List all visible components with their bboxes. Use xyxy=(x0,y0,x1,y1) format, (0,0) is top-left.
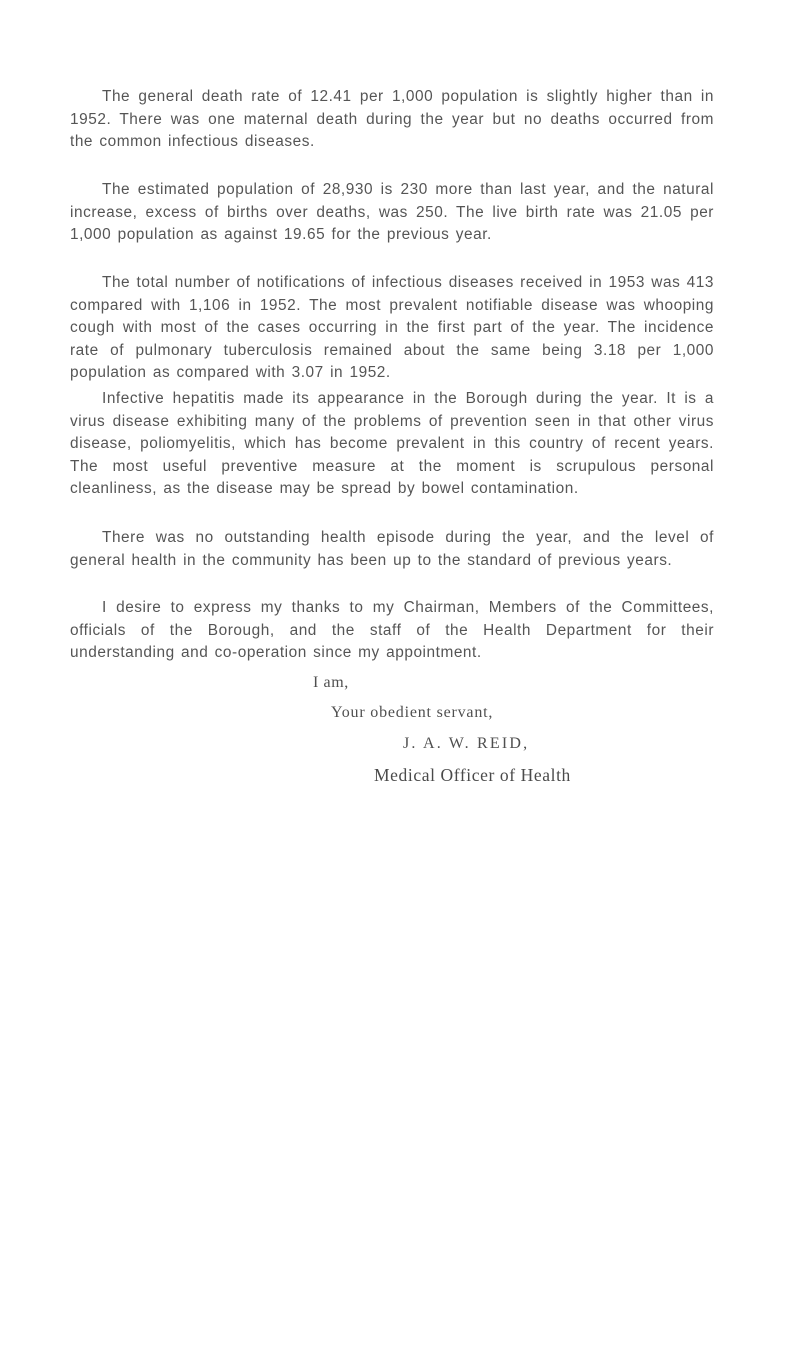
paragraph-thanks: I desire to express my thanks to my Chairman, Members of the Committees, officials of the Borough, and the staff of the Health Department for their understanding and co-operation since my appointment. xyxy=(70,599,714,662)
closing-salutation: I am, xyxy=(313,674,349,691)
paragraph-population: The estimated population of 28,930 is 230 more than last year, and the natural increase, excess of births over deaths, was 250. The live birth rate was 21.05 per 1,000 population as against 19.65 for the previous year. xyxy=(70,181,714,244)
paragraph-death-rate: The general death rate of 12.41 per 1,000 population is slightly higher than in 1952. There was one maternal death during the year but no deaths occurred from the common infectious diseases. xyxy=(70,88,714,151)
signature-name: J. A. W. REID, xyxy=(403,735,530,752)
signature-title: Medical Officer of Health xyxy=(374,765,571,785)
closing-servant: Your obedient servant, xyxy=(331,704,494,721)
paragraph-health-episode: There was no outstanding health episode during the year, and the level of general health in the community has been up to the standard of previous years. xyxy=(70,529,714,569)
paragraph-hepatitis: Infective hepatitis made its appearance in the Borough during the year. It is a virus disease exhibiting many of the problems of prevention seen in that other virus disease, poliomyelitis, which has become prevalent in this country of recent years. The most useful preventive measure at the moment is scrupulous personal cleanliness, as the disease may be spread by bowel contamination. xyxy=(70,390,714,498)
paragraph-notifications: The total number of notifications of infectious diseases received in 1953 was 413 compared with 1,106 in 1952. The most prevalent notifiable disease was whooping cough with most of the cases occurring in the first part of the year. The incidence rate of pulmonary tuberculosis remained about the same being 3.18 per 1,000 population as compared with 3.07 in 1952. xyxy=(70,274,714,382)
